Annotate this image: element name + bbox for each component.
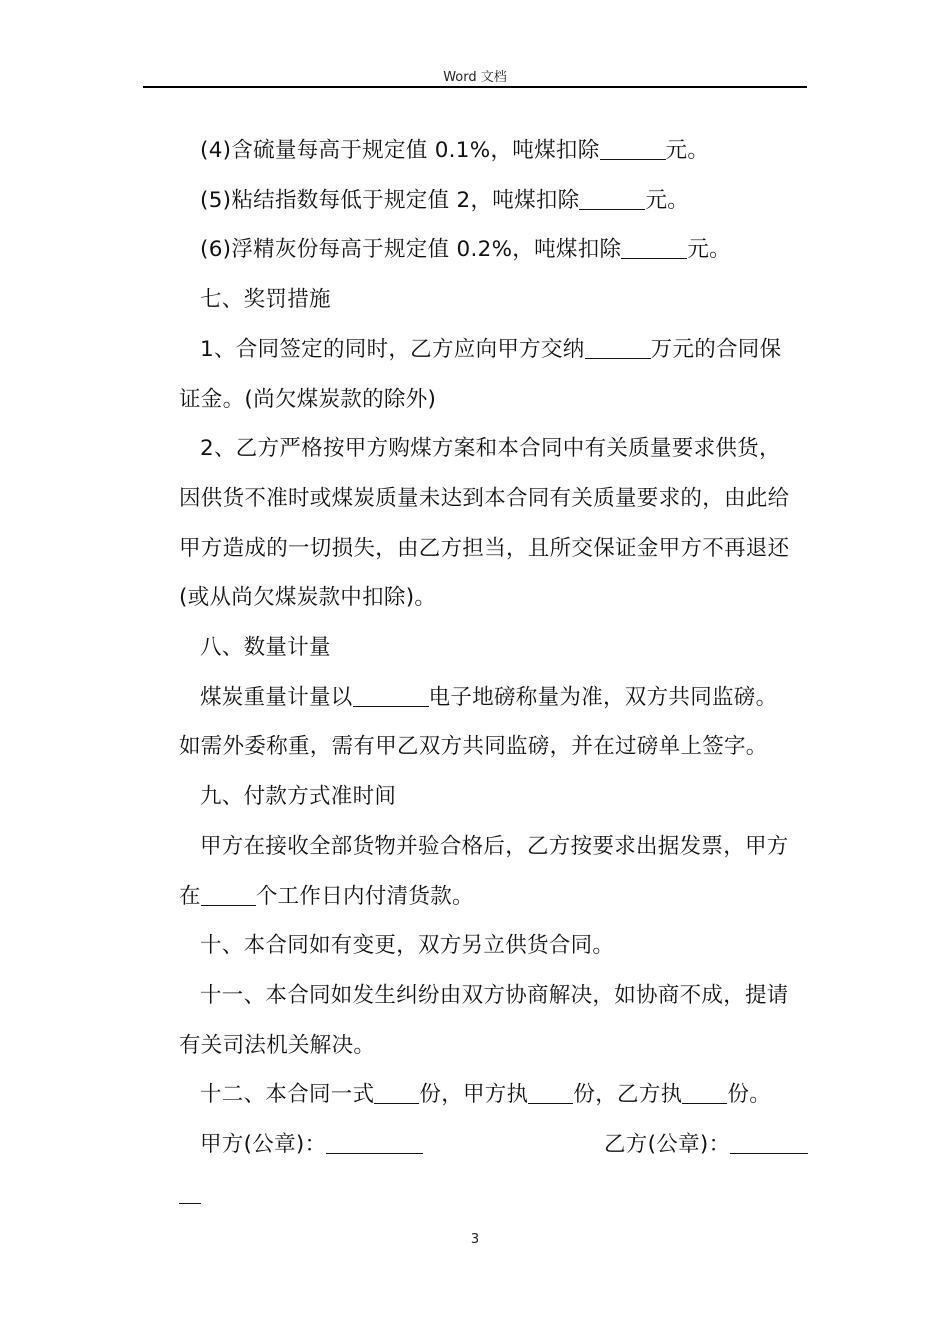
section-heading-9: 九、付款方式准时间 [200, 784, 397, 810]
paragraph-weighing-cont: 如需外委称重，需有甲乙双方共同监磅，并在过磅单上签字。 [179, 734, 768, 760]
page-header: Word 文档 [443, 70, 507, 85]
fill-blank [374, 1081, 419, 1104]
paragraph-payment-cont: 在 个工作日内付清货款。 [179, 883, 474, 909]
fill-blank [353, 684, 429, 707]
paragraph-supply-cont-3: (或从尚欠煤炭款中扣除)。 [179, 585, 437, 611]
section-heading-7: 七、奖罚措施 [200, 287, 331, 313]
fill-blank [579, 187, 645, 210]
party-b-seal [604, 1120, 808, 1170]
paragraph-supply-cont-1: 因供货不准时或煤炭质量未达到本合同有关质量要求的，由此给 [179, 485, 790, 511]
section-heading-10: 十、本合同如有变更，双方另立供货合同。 [200, 933, 615, 959]
header-divider [143, 86, 807, 88]
paragraph-sulfur: (4)含硫量每高于规定值 0.1%，吨煤扣除 元。 [200, 138, 710, 163]
paragraph-ash: (6)浮精灰份每高于规定值 0.2%，吨煤扣除 元。 [200, 237, 731, 263]
paragraph-dispute: 十一、本合同如发生纠纷由双方协商解决，如协商不成，提请 [200, 982, 789, 1008]
signature-blank-wrap [179, 1170, 809, 1220]
paragraph-caking-index: (5)粘结指数每低于规定值 2，吨煤扣除 元。 [200, 187, 690, 213]
document-body [179, 126, 809, 1219]
fill-blank [201, 883, 256, 906]
paragraph-payment: 甲方在接收全部货物并验合格后，乙方按要求出据发票，甲方 [200, 833, 789, 859]
party-a-seal-label: 甲方(公章)： [200, 1132, 327, 1158]
fill-blank [621, 236, 687, 259]
paragraph-supply-cont-2: 甲方造成的一切损失，由乙方担当，且所交保证金甲方不再退还 [179, 535, 790, 561]
fill-blank [682, 1081, 727, 1104]
party-b-seal-blank [730, 1131, 808, 1154]
section-heading-8: 八、数量计量 [200, 635, 331, 661]
party-b-seal-label: 乙方(公章)： [604, 1132, 731, 1158]
paragraph-dispute-cont: 有关司法机关解决。 [179, 1032, 376, 1058]
paragraph-supply: 2、乙方严格按甲方购煤方案和本合同中有关质量要求供货， [200, 436, 781, 462]
paragraph-weighing: 煤炭重量计量以 电子地磅称量为准，双方共同监磅。 [200, 684, 778, 710]
page-number: 3 [470, 1232, 480, 1247]
paragraph-deposit: 1、合同签定的同时，乙方应向甲方交纳 万元的合同保 [200, 336, 782, 362]
paragraph-copies: 十二、本合同一式 份，甲方执 份，乙方执 份。 [200, 1082, 772, 1108]
fill-blank [179, 1181, 201, 1204]
party-a-seal-blank [326, 1131, 423, 1154]
paragraph-deposit-cont: 证金。(尚欠煤炭款的除外) [179, 386, 437, 412]
fill-blank [600, 137, 666, 160]
fill-blank [528, 1081, 573, 1104]
signature-row [179, 1120, 809, 1170]
fill-blank [585, 336, 651, 359]
